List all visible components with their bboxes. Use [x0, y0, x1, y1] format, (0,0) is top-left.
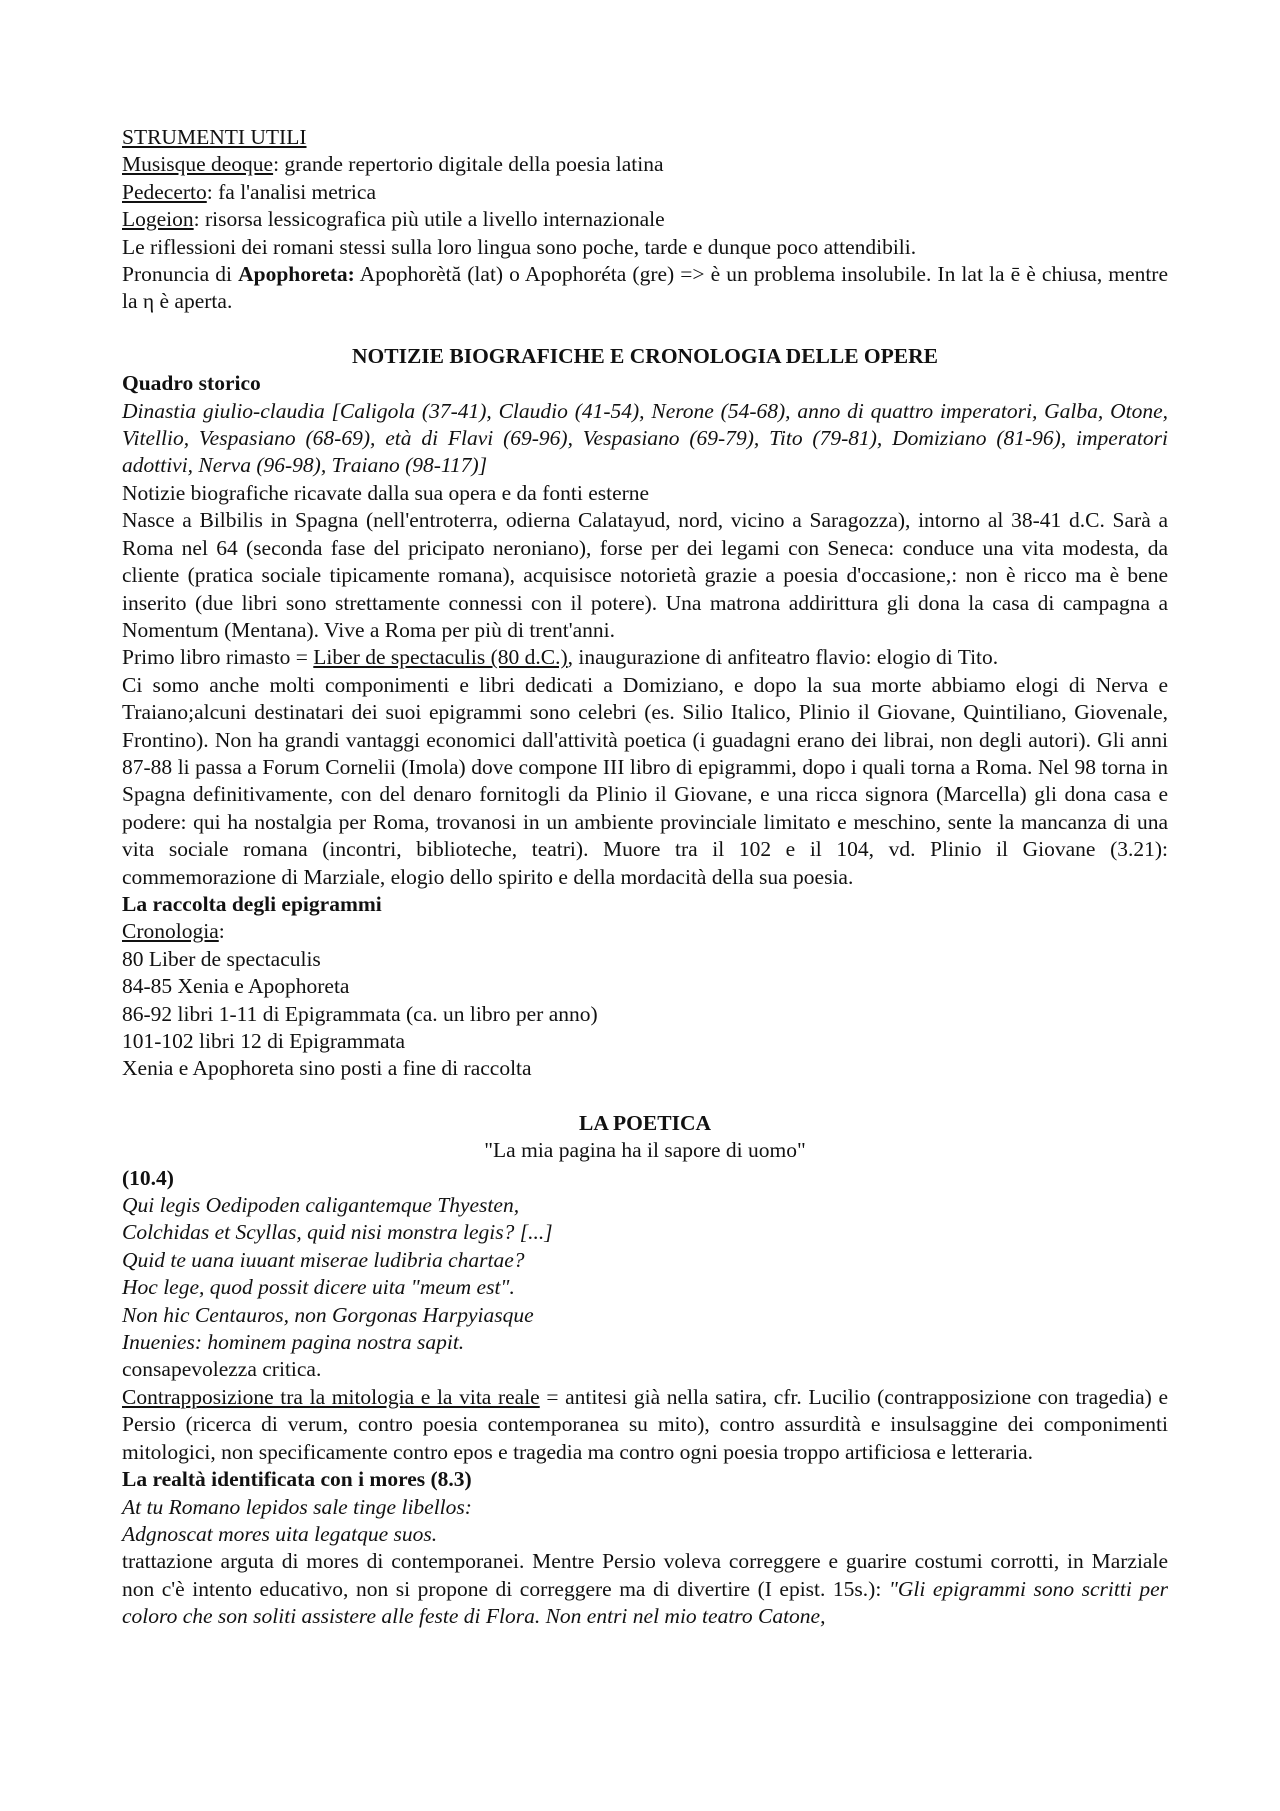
pronuncia-paragraph: Pronuncia di Apophoreta: Apophorètă (lat) o Apophoréta (gre) => è un problema insolubile. In lat la ē è chiusa, mentre la η è aperta.	[122, 262, 1168, 314]
pedecerto-line: Pedecerto: fa l'analisi metrica	[122, 179, 376, 204]
raccolta-title: La raccolta degli epigrammi	[122, 891, 382, 916]
quadro-title: Quadro storico	[122, 371, 261, 396]
verse-line: Hoc lege, quod possit dicere uita "meum est".	[122, 1275, 515, 1300]
verse-line: Inuenies: hominem pagina nostra sapit.	[122, 1330, 465, 1355]
liber-link: Liber de spectaculis (80 d.C.)	[313, 645, 568, 670]
musisque-link: Musisque deoque	[122, 152, 274, 177]
logeion-link: Logeion	[122, 207, 194, 232]
list-item: Xenia e Apophoreta sino posti a fine di raccolta	[122, 1056, 532, 1081]
verse-line: Colchidas et Scyllas, quid nisi monstra legis? [...]	[122, 1220, 553, 1245]
list-item: 84-85 Xenia e Apophoreta	[122, 974, 350, 999]
musisque-line: Musisque deoque: grande repertorio digitale della poesia latina	[122, 152, 664, 177]
contrapposizione-link: Contrapposizione tra la mitologia e la vita reale	[122, 1384, 540, 1409]
pedecerto-link: Pedecerto	[122, 179, 207, 204]
notizie-line: Notizie biografiche ricavate dalla sua opera e da fonti esterne	[122, 480, 650, 505]
verse-line: At tu Romano lepidos sale tinge libellos:	[122, 1494, 472, 1519]
cronologia-line: Cronologia:	[122, 919, 225, 944]
verse-line: Non hic Centauros, non Gorgonas Harpyiasque	[122, 1302, 534, 1327]
realta-title: La realtà identificata con i mores (8.3)	[122, 1467, 472, 1492]
consapevolezza-line: consapevolezza critica.	[122, 1357, 322, 1382]
trattazione-paragraph: trattazione arguta di mores di contemporanei. Mentre Persio voleva correggere e guarire costumi corrotti, in Marziale non c'è intento educativo, non si propone di correggere ma di divertire (I epist. 15s.): "Gli epigrammi sono scritti per coloro che son soliti assistere alle feste di Flora. Non entri nel mio teatro Catone,	[122, 1549, 1168, 1629]
spacer	[122, 316, 1168, 343]
ci-somo-paragraph: Ci somo anche molti componimenti e libri dedicati a Domiziano, e dopo la sua morte abbiamo elogi di Nerva e Traiano;alcuni destinatari dei suoi epigrammi sono celebri (es. Silio Italico, Plinio il Giovane, Quintiliano, Giovenale, Frontino). Non ha grandi vantaggi economici dall'attività poetica (i guadagni erano dei librai, non degli autori). Gli anni 87-88 li passa a Forum Cornelii (Imola) dove compone III libro di epigrammi, dopo i quali torna a Roma. Nel 98 torna in Spagna definitivamente, con del denaro fornitogli da Plinio il Giovane, e una ricca signora (Marcella) gli dona casa e podere: qui ha nostalgia per Roma, trovanosi in un ambiente provinciale limitato e meschino, sente la mancanza di una vita sociale romana (incontri, biblioteche, teatri). Muore tra il 102 e il 104, vd. Plinio il Giovane (3.21): commemorazione di Marziale, elogio dello spirito e della mordacità della sua poesia.	[122, 672, 1168, 889]
cronologia-link: Cronologia	[122, 919, 219, 944]
verse-ref: (10.4)	[122, 1165, 174, 1190]
verse-line: Quid te uana iuuant miserae ludibria chartae?	[122, 1247, 525, 1272]
verse-line: Adgnoscat mores uita legatque suos.	[122, 1521, 438, 1546]
logeion-line: Logeion: risorsa lessicografica più utile a livello internazionale	[122, 207, 665, 232]
list-item: 101-102 libri 12 di Epigrammata	[122, 1029, 406, 1053]
poetica-subtitle: "La mia pagina ha il sapore di uomo"	[484, 1138, 806, 1163]
strumenti-title: STRUMENTI UTILI	[122, 125, 307, 149]
primo-line: Primo libro rimasto = Liber de spectaculis (80 d.C.), inaugurazione di anfiteatro flavio: elogio di Tito.	[122, 645, 999, 670]
list-item: 80 Liber de spectaculis	[122, 946, 321, 971]
riflessioni-line: Le riflessioni dei romani stessi sulla loro lingua sono poche, tarde e dunque poco attendibili.	[122, 234, 917, 259]
spacer	[122, 1083, 1168, 1110]
poetica-heading: LA POETICA	[578, 1110, 711, 1135]
quadro-text: Dinastia giulio-claudia [Caligola (37-41), Claudio (41-54), Nerone (54-68), anno di quattro imperatori, Galba, Otone, Vitellio, Vespasiano (68-69), età di Flavi (69-96), Vespasiano (69-79), Tito (79-81), Domiziano (81-96), imperatori adottivi, Nerva (96-98), Traiano (98-117)]	[122, 398, 1168, 478]
flora-quote: "Gli epigrammi sono scritti per coloro che son soliti assistere alle feste di Flora. Non entri nel mio teatro Catone,	[122, 1576, 1168, 1629]
list-item: 86-92 libri 1-11 di Epigrammata (ca. un libro per anno)	[122, 1001, 598, 1026]
notizie-heading: NOTIZIE BIOGRAFICHE E CRONOLOGIA DELLE OPERE	[352, 343, 938, 368]
verse-line: Qui legis Oedipoden caligantemque Thyesten,	[122, 1193, 520, 1218]
nasce-paragraph: Nasce a Bilbilis in Spagna (nell'entroterra, odierna Calatayud, nord, vicino a Saragozza), intorno al 38-41 d.C. Sarà a Roma nel 64 (seconda fase del pricipato neroniano), forse per dei legami con Seneca: conduce una vita modesta, da cliente (pratica sociale tipicamente romana), acquisisce notorietà grazie a poesia d'occasione,: non è ricco ma è bene inserito (due libri sono strettamente connessi con il potere). Una matrona addirittura gli dona la casa di campagna a Nomentum (Mentana). Vive a Roma per più di trent'anni.	[122, 508, 1168, 642]
contrapposizione-paragraph: Contrapposizione tra la mitologia e la vita reale = antitesi già nella satira, cfr. Lucilio (contrapposizione con tragedia) e Persio (ricerca di verum, contro poesia contemporanea su mito), contro assurdità e insulsaggine dei componimenti mitologici, non specificamente contro epos e tragedia ma contro ogni poesia troppo artificiosa e letteraria.	[122, 1384, 1169, 1464]
